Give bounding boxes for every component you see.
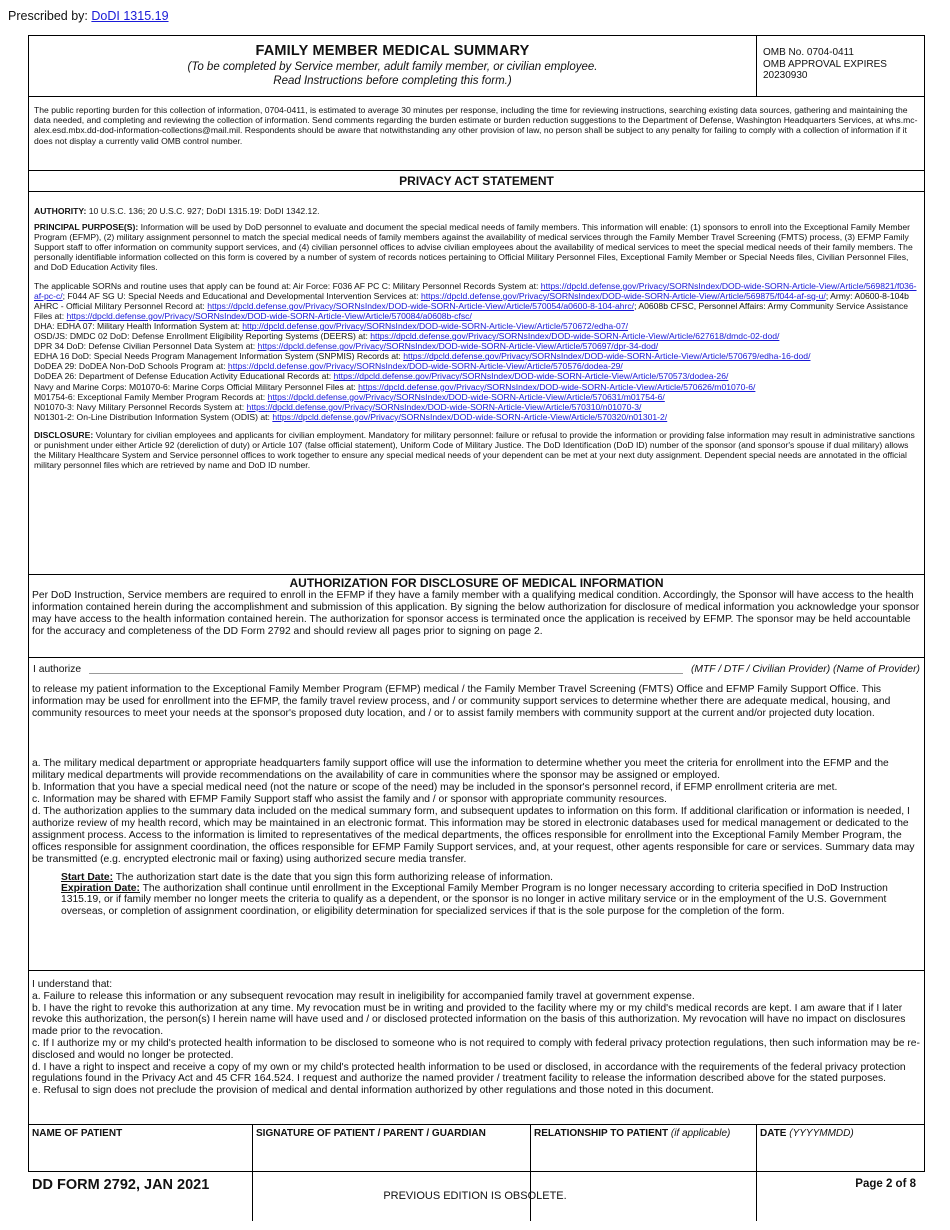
sorn-link-n01301[interactable]: https://dpcld.defense.gov/Privacy/SORNsIndex/DOD-wide-SORN-Article-View/Article/570320/n01301-2/: [272, 411, 668, 422]
name-of-patient-label: NAME OF PATIENT: [32, 1128, 123, 1139]
auth-item-c: c. Information may be shared with EFMP Family Support staff who assist the family and / or sponsor with appropriate community resources.: [32, 794, 667, 805]
sorns-army-mid2: ; A0608b CFSC, Personnel Affairs: Army Community Service Assistance Files at:: [34, 300, 909, 321]
start-date-label: Start Date:: [61, 872, 114, 883]
sorn-link-dmdc02[interactable]: https://dpcld.defense.gov/Privacy/SORNsIndex/DOD-wide-SORN-Article-View/Article/627618/dmdc-02-dod/: [370, 331, 780, 342]
sorn-dha: [34, 321, 919, 331]
sorn-edha16: [34, 351, 919, 361]
form-subtitle-2: Read Instructions before completing this form.): [273, 75, 512, 87]
sorn-link-edha16[interactable]: https://dpcld.defense.gov/Privacy/SORNsIndex/DOD-wide-SORN-Article-View/Article/570679/edha-16-dod/: [403, 351, 811, 362]
name-of-patient-field[interactable]: [29, 1125, 253, 1221]
sorn-osd: [34, 331, 919, 341]
privacy-act-statement: [29, 206, 924, 575]
expiration-date-paragraph: [61, 883, 920, 917]
understand-c: c. If I authorize my or my child's protected health information to be disclosed to someone who is not required to comply with federal privacy protection regulations, then such information may be re-disclosed and would no longer be protected.: [32, 1037, 920, 1061]
sorn-link-m01070[interactable]: https://dpcld.defense.gov/Privacy/SORNsIndex/DOD-wide-SORN-Article-View/Article/570626/m01070-6/: [358, 381, 756, 392]
edha16-label: EDHA 16 DoD: Special Needs Program Management Information System (SNPMIS) Records at:: [34, 351, 404, 362]
navy-label: Navy and Marine Corps: M01070-6: Marine Corps Official Military Personnel Files at:: [34, 381, 359, 392]
dodea29-label: DoDEA 29: DoDEA Non-DoD Schools Program at:: [34, 361, 228, 372]
authorization-intro: Per DoD Instruction, Service members are required to enroll in the EFMP if they have a family member with a qualifying medical condition. Accordingly, the Sponsor will have access to the health information contained herein during the accomplishment and submission of this application. By signing the below authorization for disclosure of medical information you acknowledge your sponsor may have access to the health information contained herein. The authorization for sponsor access is terminated once the application is received by EFMP. The sponsor may be held accountable for the accuracy and completeness of the DD Form 2792 and should review all pages prior to signing on page 2.: [29, 590, 924, 658]
sorn-link-dodea26[interactable]: https://dpcld.defense.gov/Privacy/SORNsIndex/DOD-wide-SORN-Article-View/Article/570573/dodea-26/: [333, 371, 729, 382]
provider-hint: (MTF / DTF / Civilian Provider) (Name of Provider): [690, 664, 920, 675]
sorn-n01070: [34, 402, 919, 412]
understand-section: [29, 971, 924, 1125]
prescribed-by: [8, 9, 169, 23]
understand-e: e. Refusal to sign does not preclude the provision of medical and dental information authorized by other regulations and those noted in this document.: [32, 1085, 714, 1097]
authorization-title: AUTHORIZATION FOR DISCLOSURE OF MEDICAL INFORMATION: [289, 576, 664, 590]
burden-statement: The public reporting burden for this collection of information, 0704-0411, is estimated to average 30 minutes per response, including the time for reviewing instructions, searching existing data sources, gathering and maintaining the data needed, and completing and reviewing the collection of information. Send comments regarding the burden estimate or burden reduction suggestions to the Department of Defense, Washington Headquarters Services, at whs.mc-alex.esd.mbx.dd-dod-information-collections@mail.mil. Respondents should be aware that notwithstanding any other provision of law, no person shall be subject to any penalty for failing to comply with a collection of information if it does not display a currently valid OMB control number.: [29, 97, 924, 171]
sorn-dodea29: [34, 361, 919, 371]
dpr-label: DPR 34 DoD: Defense Civilian Personnel Data System at:: [34, 341, 258, 352]
page-number: Page 2 of 8: [855, 1178, 916, 1190]
prescribed-label: Prescribed by:: [8, 9, 88, 23]
authority-label: AUTHORITY:: [34, 206, 87, 216]
understand-intro: I understand that:: [32, 979, 113, 990]
auth-item-d: d. The authorization applies to the summary data included on the medical summary form, and subsequent updates to information on this form. If additional clarification or information is needed, I authorize review of my health record, which may be maintained in an electronic format. This information may be stored in electronic databases used for medical management or dedicated to the assignment process. Access to the information is limited to representatives of the medical departments, the offices responsible for enrollment into the Exceptional Family Member Program, the offices responsible for assignment coordination, the offices responsible for EFMP Family Support services, and, at your request, other agents responsible for care or services. Summary data may be transmitted (e.g. encrypted electronic mail or faxing) using authorized secure media transfer.: [32, 806, 915, 865]
relationship-label: RELATIONSHIP TO PATIENT: [534, 1128, 669, 1139]
sorn-link-f044[interactable]: https://dpcld.defense.gov/Privacy/SORNsIndex/DOD-wide-SORN-Article-View/Article/569875/f044-af-sg-u/: [420, 290, 826, 301]
form-header: [29, 36, 924, 97]
authorization-items: [29, 758, 924, 872]
signature-field[interactable]: [253, 1125, 531, 1221]
authority-text: 10 U.S.C. 136; 20 U.S.C. 927; DoDI 1315.19: DoDI 1342.12.: [86, 206, 320, 216]
date-hint: (YYYYMMDD): [789, 1128, 854, 1139]
sorn-dpr: [34, 341, 919, 351]
form-id: DD FORM 2792, JAN 2021: [32, 1177, 210, 1193]
privacy-title: PRIVACY ACT STATEMENT: [29, 171, 924, 192]
sorn-link-f036[interactable]: https://dpcld.defense.gov/Privacy/SORNsIndex/DOD-wide-SORN-Article-View/Article/569821/f036-af-pc-c/: [34, 280, 917, 301]
osd-label: OSD/JS: DMDC 02 DoD: Defense Enrollment Eligibility Reporting Systems (DEERS) at:: [34, 331, 371, 342]
form-subtitle-1: (To be completed by Service member, adult family member, or civilian employee.: [187, 61, 598, 73]
signature-label: SIGNATURE OF PATIENT / PARENT / GUARDIAN: [256, 1128, 486, 1139]
dha-label: DHA: EDHA 07: Military Health Information System at:: [34, 320, 243, 331]
omb-date: 20230930: [763, 70, 808, 81]
release-paragraph: [29, 684, 924, 758]
date-label: DATE: [760, 1128, 787, 1139]
sorn-link-edha07[interactable]: http://dpcld.defense.gov/Privacy/SORNsIndex/DOD-wide-SORN-Article-View/Article/570672/edha-07/: [242, 320, 629, 331]
form-title: FAMILY MEMBER MEDICAL SUMMARY: [255, 43, 530, 59]
dodea26-label: DoDEA 26: Department of Defense Education Activity Educational Records at:: [34, 371, 334, 382]
release-text: to release my patient information to the Exceptional Family Member Program (EFMP) medical / the Family Member Travel Screening (FMTS) Office and EFMP Family Support Office. This information may be used for enrollment into the EFMP, the family travel review process, and / or community support services to determine whether there are adequate medical, housing, and community resources to meet your needs at the sponsor's proposed duty location, and / or to assist family members with community support at the current and/or projected duty location.: [32, 684, 891, 719]
obsolete-notice: PREVIOUS EDITION IS OBSOLETE.: [383, 1190, 567, 1202]
sorn-dodea26: [34, 371, 919, 381]
relationship-hint: (if applicable): [670, 1128, 731, 1139]
sorn-m01754: [34, 392, 919, 402]
sorns-army-mid: ; Army: A0600-8-104b AHRC - Official Military Personnel Record at:: [34, 290, 909, 311]
title-cell: [29, 36, 756, 96]
authorization-dates: [29, 872, 924, 971]
sorn-link-dpr34[interactable]: https://dpcld.defense.gov/Privacy/SORNsIndex/DOD-wide-SORN-Article-View/Article/570697/dpr-34-dod/: [257, 341, 659, 352]
sorns-paragraph: [34, 281, 919, 321]
sorn-link-n01070[interactable]: https://dpcld.defense.gov/Privacy/SORNsIndex/DOD-wide-SORN-Article-View/Article/570310/n01070-3/: [246, 401, 642, 412]
purpose-text: Information will be used by DoD personnel to evaluate and document the special medical needs of family members. This information will enable: (1) sponsors to enroll into the Exceptional Family Member Program (EFMP), (2) military assignment personnel to match the special medical needs of family members against the availability of medical services through the Family Member Travel Screening (FMTS) process, (3) EFMP Family Support staff to offer information on community support services, and (4) civilian personnel offices to advise civilian employees about the availability of medical services to meet the special medical needs of their family members. The personally identifiable information collected on this form is covered by a number of system of records notices pertaining to Official Military Personnel Files, Exceptional Family Member or Special Needs files, Civilian Personnel Files, and DoD Education Activity files.: [34, 222, 913, 273]
sorn-link-a0608b[interactable]: https://dpcld.defense.gov/Privacy/SORNsIndex/DOD-wide-SORN-Article-View/Article/570084/a0608b-cfsc/: [66, 310, 472, 321]
auth-item-b: b. Information that you have a special medical need (not the nature or scope of the need) may be included in the sponsor's personnel record, if EFMP enrollment criteria are met.: [32, 782, 838, 793]
purpose-paragraph: [34, 222, 919, 272]
disclosure-text: Voluntary for civilian employees and applicants for civilian employment. Mandatory for military personnel: failure or refusal to provide the information or providing false information may result in administrative sanctions or punishment under either Article 92 (dereliction of duty) or Article 107 (false official statement), Uniform Code of Military Justice. The DoD Identification (DoD ID) number of the sponsor (and sponsor's spouse if dual military) allows the Military Healthcare System and Service personnel offices to work together to ensure any special medical needs of your dependent can be met at your next duty assignment. Dependent special needs are annotated in the official military personnel files which are retrieved by name and DoD ID number.: [34, 429, 915, 471]
purpose-label: PRINCIPAL PURPOSE(S):: [34, 222, 139, 233]
disclosure-label: DISCLOSURE:: [34, 429, 94, 440]
form-container: [28, 35, 925, 1172]
understand-a: a. Failure to release this information or any subsequent revocation may result in ineligibility for accompanied family travel at government expense.: [32, 990, 695, 1002]
signature-table: [29, 1125, 924, 1221]
sorn-n01301: [34, 412, 919, 422]
start-date-paragraph: [61, 872, 920, 883]
authority-paragraph: [34, 206, 919, 216]
understand-b: b. I have the right to revoke this authorization at any time. My revocation must be in writing and provided to the facility where my or my child's medical records are kept. I am aware that if I later revoke this authorization, the person(s) I herein name will have used and / or disclosed protected information on the basis of this authorization. My revocation will have no impact on disclosures made prior to the revocation.: [32, 1002, 906, 1038]
relationship-field[interactable]: [531, 1125, 757, 1221]
date-field[interactable]: [757, 1125, 924, 1221]
sorns-intro: The applicable SORNs and routine uses that apply can be found at: Air Force: F036 AF PC C: Military Personnel Records System at:: [34, 280, 541, 291]
n01070-label: N01070-3: Navy Military Personnel Records System at:: [34, 401, 247, 412]
disclosure-paragraph: [34, 430, 919, 470]
n01301-label: N01301-2: On-Line Distribution Information System (ODIS) at:: [34, 411, 273, 422]
omb-approval: OMB APPROVAL EXPIRES: [763, 58, 887, 70]
omb-number: OMB No. 0704-0411: [763, 47, 854, 58]
provider-name-field[interactable]: [89, 664, 683, 674]
dodi-link[interactable]: DoDI 1315.19: [91, 9, 169, 23]
sorns-af-mid: ; F044 AF SG U: Special Needs and Educational and Developmental Intervention Services at:: [62, 290, 421, 301]
auth-item-a: a. The military medical department or appropriate headquarters family support office will use the information to determine whether you meet the criteria for enrollment into the EFMP and the military medical departments will provide recommendations on the availability of care in communities where the sponsor may be assigned or employed.: [32, 758, 889, 781]
start-date-text: The authorization start date is the date that you sign this form authorizing release of information.: [113, 872, 554, 883]
expiration-date-text: The authorization shall continue until enrollment in the Exceptional Family Member Program is no longer necessary according to criteria specified in DoD Instruction 1315.19, or if family member no longer meets the criteria to qualify as a dependent, or the sponsor is no longer in active military service or in the employment of the U.S. Government overseas, or completion of assignment coordination, or eligibility determination for specialized services if that is the sole purpose for the completion of the form.: [61, 883, 888, 917]
omb-cell: [756, 36, 924, 96]
i-authorize-label: I authorize: [33, 664, 82, 675]
sorn-navy: [34, 382, 919, 392]
sorn-link-m01754[interactable]: https://dpcld.defense.gov/Privacy/SORNsIndex/DOD-wide-SORN-Article-View/Article/570631/m01754-6/: [267, 391, 665, 402]
sorn-link-dodea29[interactable]: https://dpcld.defense.gov/Privacy/SORNsIndex/DOD-wide-SORN-Article-View/Article/570576/dodea-29/: [227, 361, 623, 372]
m01754-label: M01754-6: Exceptional Family Member Program Records at:: [34, 391, 268, 402]
expiration-date-label: Expiration Date:: [61, 883, 140, 895]
understand-d: d. I have a right to inspect and receive a copy of my own or my child's protected health information to be used or disclosed, in accordance with the requirements of the federal privacy protection regulations found in the Privacy Act and 45 CFR 164.524. I request and authorize the named provider / treatment facility to release the information described above for the stated purposes.: [32, 1061, 906, 1085]
sorn-link-a0600[interactable]: https://dpcld.defense.gov/Privacy/SORNsIndex/DOD-wide-SORN-Article-View/Article/570054/a0600-8-104-ahrc/: [207, 300, 635, 311]
authorize-provider-row: [29, 658, 924, 684]
